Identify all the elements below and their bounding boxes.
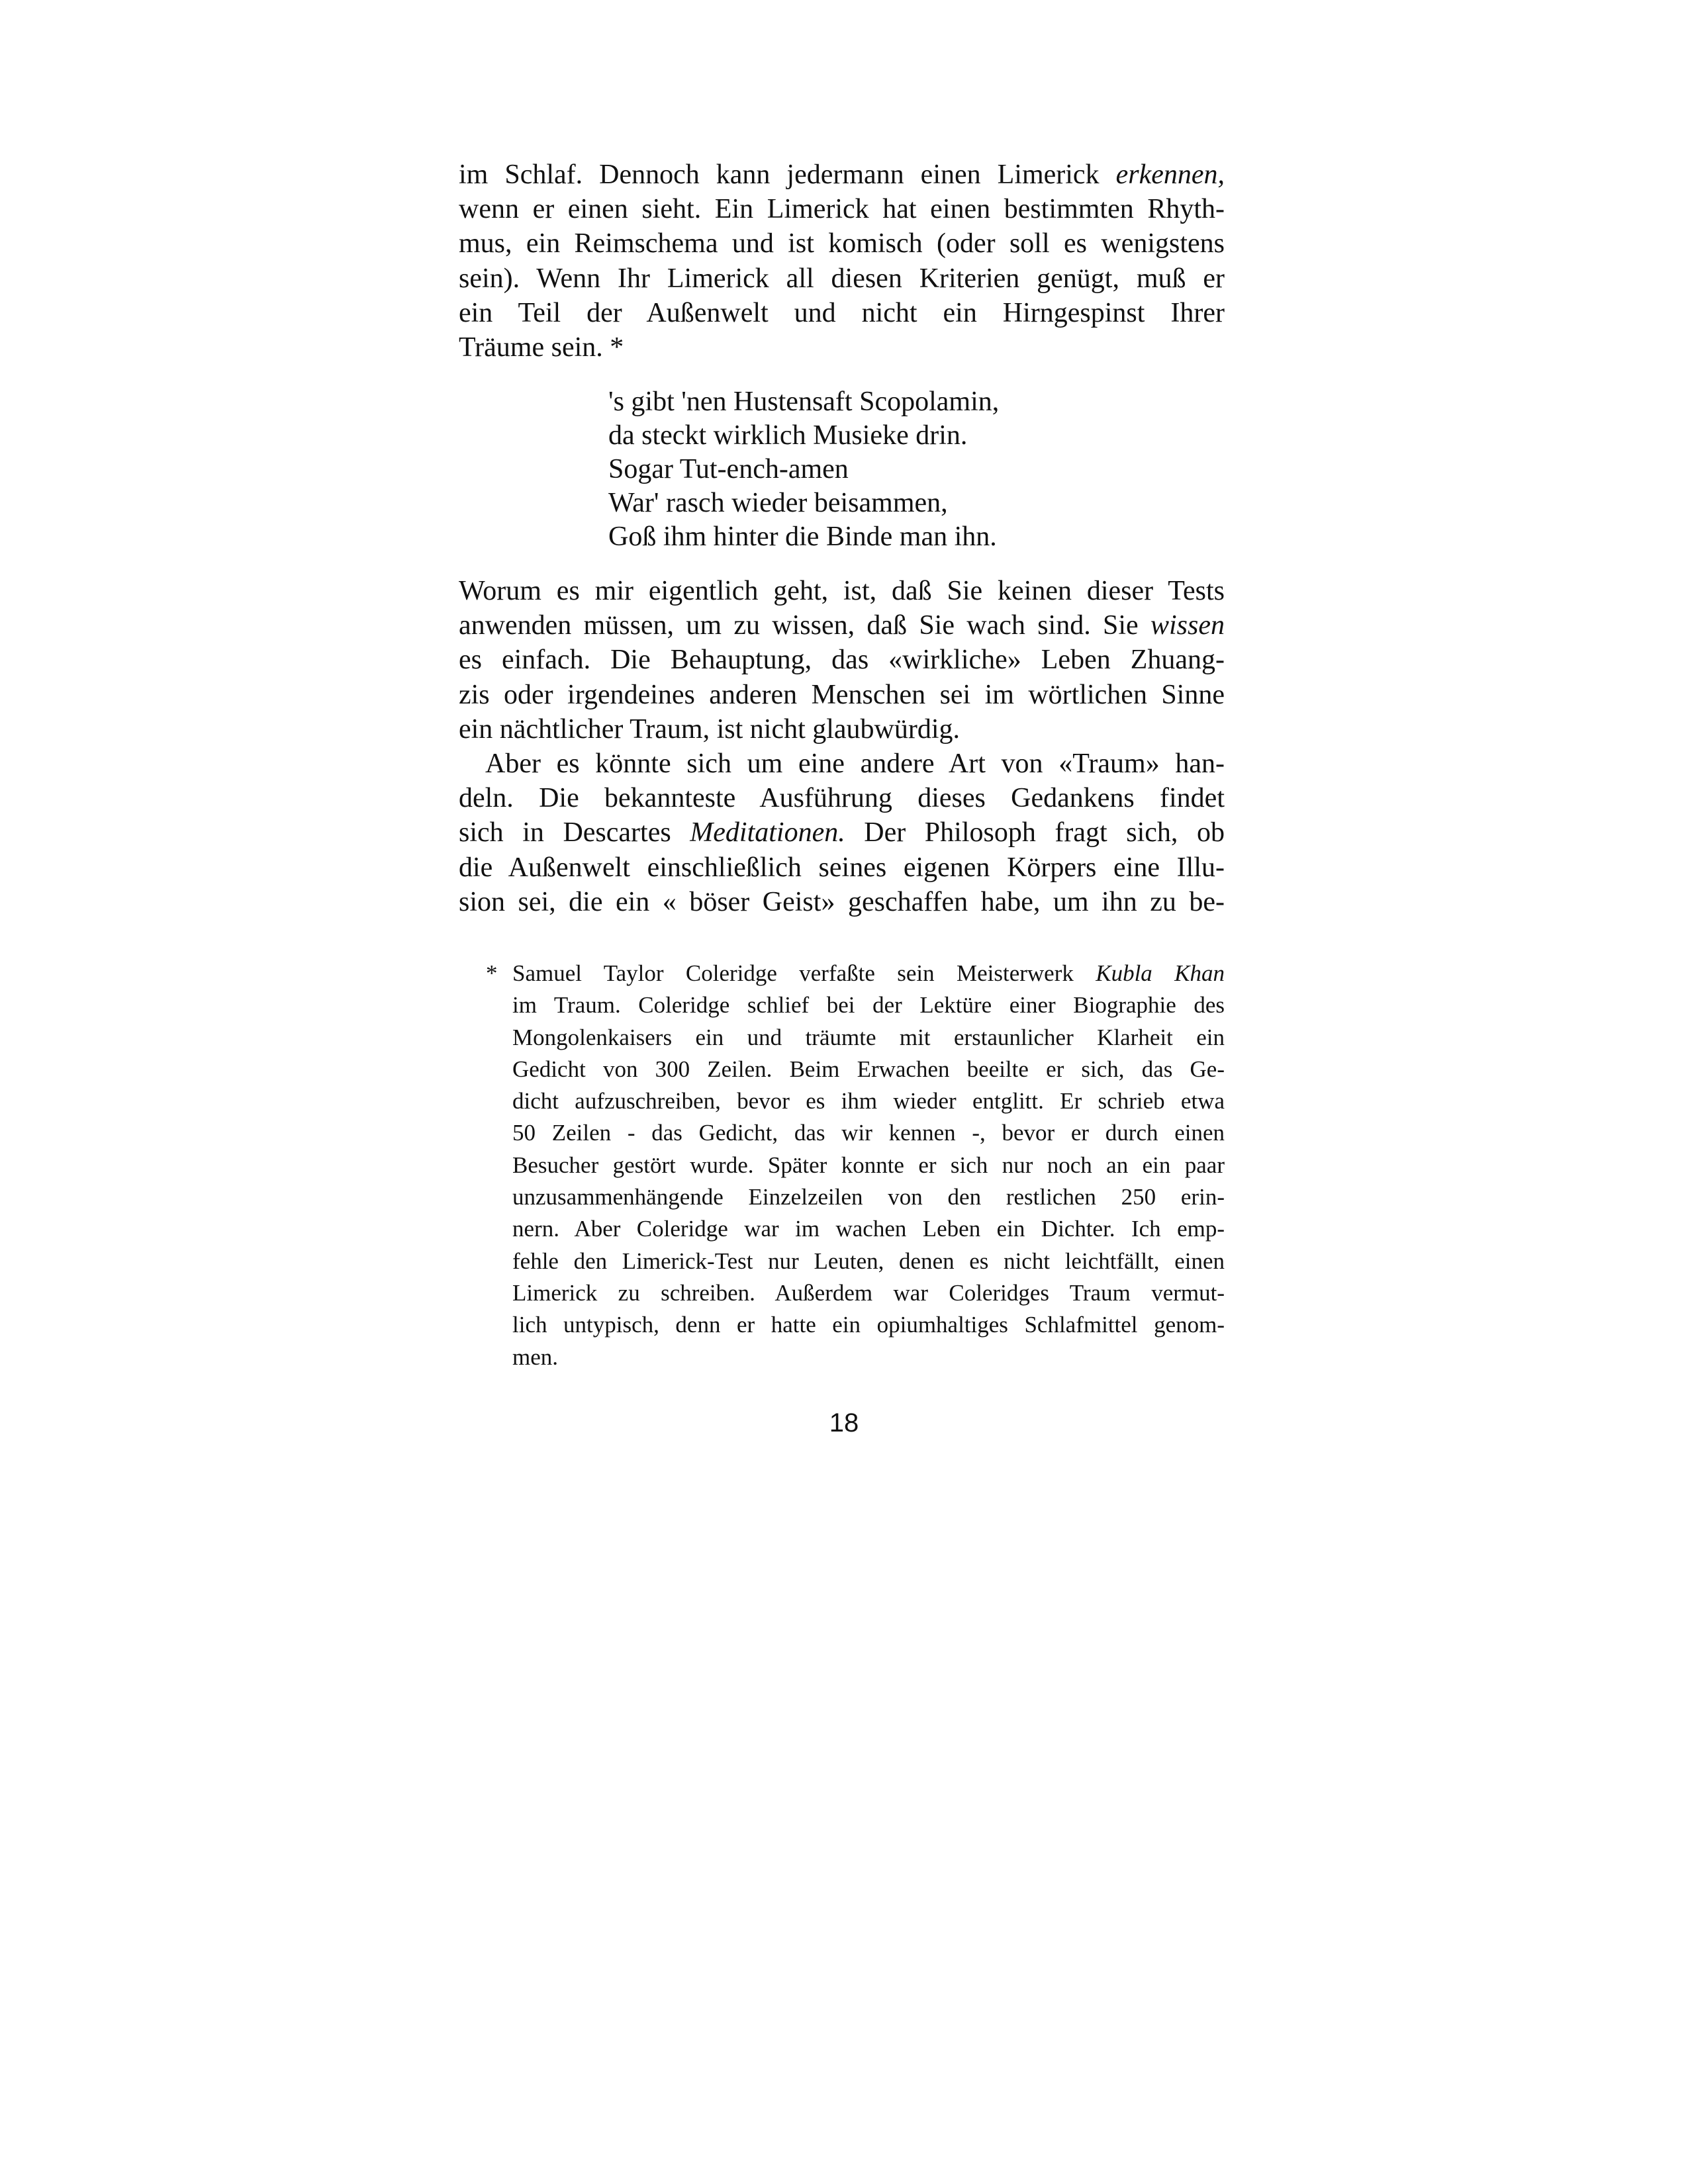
footnote-line: nern. Aber Coleridge war im wachen Leben ein Dichter. Ich emp- bbox=[512, 1216, 1225, 1242]
footnote-line: dicht aufzuschreiben, bevor es ihm wieder entglitt. Er schrieb etwa bbox=[512, 1088, 1225, 1115]
poem-line: 's gibt 'nen Hustensaft Scopolamin, bbox=[608, 387, 1000, 417]
footnote-line: Besucher gestört wurde. Später konnte er sich nur noch an ein paar bbox=[512, 1152, 1225, 1178]
footnote-line: fehle den Limerick-Test nur Leuten, denen es nicht leichtfällt, einen bbox=[512, 1248, 1225, 1274]
footnote-line: im Traum. Coleridge schlief bei der Lektüre einer Biographie des bbox=[512, 992, 1225, 1019]
poem-line: Goß ihm hinter die Binde man ihn. bbox=[608, 522, 997, 552]
text-line: Worum es mir eigentlich geht, ist, daß Sie keinen dieser Tests bbox=[459, 576, 1225, 606]
text-line: sich in Descartes Meditationen. Der Philosoph fragt sich, ob bbox=[459, 817, 1225, 848]
text-line: mus, ein Reimschema und ist komisch (oder soll es wenigstens bbox=[459, 228, 1225, 259]
text-line: sion sei, die ein « böser Geist» geschaffen habe, um ihn zu be- bbox=[459, 886, 1225, 917]
text-line: deln. Die bekannteste Ausführung dieses Gedankens findet bbox=[459, 783, 1225, 814]
text-line: die Außenwelt einschließlich seines eigenen Körpers eine Illu- bbox=[459, 852, 1225, 883]
footnote-line: men. bbox=[512, 1343, 559, 1370]
poem-line: War' rasch wieder beisammen, bbox=[608, 488, 948, 518]
footnote-line: unzusammenhängende Einzelzeilen von den restlichen 250 erin- bbox=[512, 1184, 1225, 1210]
limerick-poem bbox=[608, 385, 999, 554]
text-line: im Schlaf. Dennoch kann jedermann einen Limerick erkennen, bbox=[459, 159, 1225, 190]
footnote-line: Limerick zu schreiben. Außerdem war Coleridges Traum vermut- bbox=[512, 1279, 1225, 1306]
footnote-line: 50 Zeilen - das Gedicht, das wir kennen -, bevor er durch einen bbox=[512, 1120, 1225, 1146]
text-line: ein nächtlicher Traum, ist nicht glaubwürdig. bbox=[459, 713, 961, 745]
text-line: ein Teil der Außenwelt und nicht ein Hirngespinst Ihrer bbox=[459, 297, 1225, 328]
poem-line: da steckt wirklich Musieke drin. bbox=[608, 420, 968, 451]
text-line: Träume sein. * bbox=[459, 332, 624, 363]
text-line: sein). Wenn Ihr Limerick all diesen Kriterien genügt, muß er bbox=[459, 263, 1225, 294]
footnote-line: lich untypisch, denn er hatte ein opiumhaltiges Schlafmittel genom- bbox=[512, 1312, 1225, 1338]
emphasis-meditationen: Meditationen. bbox=[690, 817, 845, 848]
poem-line: Sogar Tut-ench-amen bbox=[608, 454, 849, 484]
footnote-line: Gedicht von 300 Zeilen. Beim Erwachen beeilte er sich, das Ge- bbox=[512, 1056, 1225, 1082]
paragraph-awake-argument bbox=[459, 574, 1225, 919]
footnote-coleridge bbox=[486, 958, 1225, 1373]
emphasis-wissen: wissen bbox=[1150, 610, 1225, 641]
emphasis-kubla-khan: Kubla Khan bbox=[1096, 960, 1225, 986]
text-line: wenn er einen sieht. Ein Limerick hat einen bestimmten Rhyth- bbox=[459, 194, 1225, 225]
text-line: zis oder irgendeines anderen Menschen sei im wörtlichen Sinne bbox=[459, 679, 1225, 710]
text-line: Aber es könnte sich um eine andere Art von «Traum» han- bbox=[485, 748, 1225, 779]
paragraph-limerick-criteria bbox=[459, 158, 1225, 365]
page-number: 18 bbox=[829, 1408, 859, 1437]
text-line: anwenden müssen, um zu wissen, daß Sie wach sind. Sie wissen bbox=[459, 610, 1225, 641]
footnote-marker: * bbox=[486, 960, 498, 986]
footnote-line: Mongolenkaisers ein und träumte mit erstaunlicher Klarheit ein bbox=[512, 1024, 1225, 1050]
emphasis-erkennen: erkennen, bbox=[1115, 159, 1225, 190]
footnote-line: Samuel Taylor Coleridge verfaßte sein Meisterwerk Kubla Khan bbox=[512, 960, 1225, 986]
text-line: es einfach. Die Behauptung, das «wirkliche» Leben Zhuang- bbox=[459, 645, 1225, 676]
